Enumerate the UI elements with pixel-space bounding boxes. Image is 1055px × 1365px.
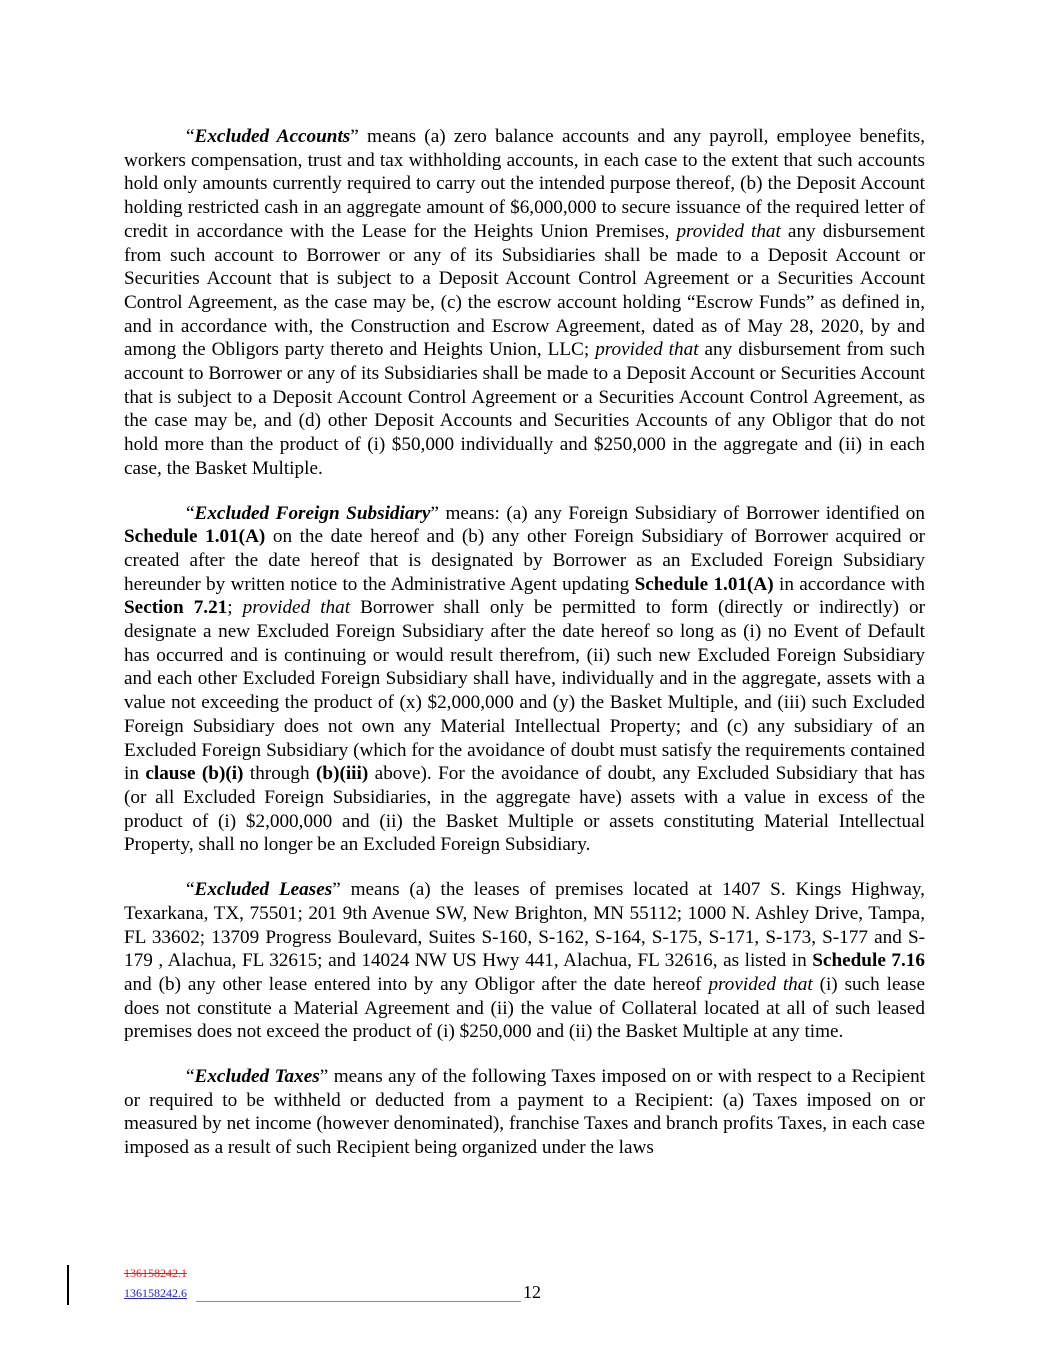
definition-text: means (a) the leases of premises located at 1407 S. Kings Highway, Texarkana, TX, 75501; 201 9th Avenue SW, New Brighton, MN 55112; 1000 N. Ashley Drive, Tampa, FL 33602; 13709 Progress Boulevard, Suites S-160, S-162, S-164, S-175, S-171, S-173, S-177 and S-179 , Alachua, FL 32615; and 14024 NW US Hwy 441, Alachua, FL 32616, as listed in (124, 879, 925, 972)
definition-text: in accordance with (773, 573, 926, 595)
definition-text: Borrower shall only be permitted to form (directly or indirectly) or designate a new Excluded Foreign Subsidiary after the date hereof so long as (i) no Event of Default has occurred and is continuing or would result therefrom, (ii) such new Excluded Foreign Subsidiary and each other Excluded Foreign Subsidiary shall have, individually and in the aggregate, assets with a value not exceeding the product of (x) $2,000,000 and (y) the Basket Multiple, and (iii) such Excluded Foreign Subsidiary does not own any Material Intellectual Property; and (c) any subsidiary of an Excluded Foreign Subsidiary (which for the avoidance of doubt must satisfy the requirements contained in (124, 597, 925, 785)
definition-text: means any of the following Taxes imposed on or with respect to a Recipient or required to be withheld or deducted from a payment to a Recipient: (a) Taxes imposed on or measured by net income (however denominated), franchise Taxes and branch profits Taxes, in each case imposed as a result of such Recipient being organized under the laws (124, 1066, 925, 1159)
definition-text: through (243, 763, 317, 785)
definition-excluded-taxes (124, 1065, 925, 1160)
definition-text: ; (227, 597, 243, 619)
proviso-italic: provided that (676, 220, 781, 242)
proviso-italic: provided that (708, 973, 813, 995)
schedule-reference: Schedule 1.01(A) (124, 526, 266, 548)
page-footer (0, 1262, 1055, 1312)
close-quote: ” (430, 502, 439, 524)
section-reference: Section 7.21 (124, 597, 228, 619)
defined-term: Excluded Taxes (194, 1066, 320, 1088)
definition-text: above). For the avoidance of doubt, any Excluded Subsidiary that has (or all Excluded Foreign Subsidiaries, in the aggregate have) assets with a value in excess of the product of (i) $2,000,000 and (ii) the Basket Multiple or assets constituting Material Intellectual Property, shall no longer be an Excluded Foreign Subsidiary. (124, 763, 925, 856)
definition-text: means: (a) any Foreign Subsidiary of Borrower identified on (438, 502, 925, 524)
definition-excluded-foreign-subsidiary (124, 502, 925, 858)
open-quote: “ (186, 502, 195, 524)
inserted-document-id: 136158242.6 (124, 1286, 187, 1300)
close-quote: ” (319, 1066, 329, 1088)
clause-reference: (b)(iii) (316, 763, 369, 785)
definition-excluded-accounts (124, 125, 925, 481)
open-quote: “ (186, 1066, 195, 1088)
proviso-italic: provided that (242, 597, 351, 619)
open-quote: “ (186, 879, 195, 901)
definition-text: (i) such lease does not constitute a Material Agreement and (ii) the value of Collateral located at all of such leased premises does not exceed the product of (i) $250,000 and (ii) the Basket Multiple at any time. (124, 973, 925, 1043)
close-quote: ” (350, 126, 359, 147)
definition-text: any disbursement from such account to Borrower or any of its Subsidiaries shall be made to a Deposit Account or Securities Account that is subject to a Deposit Account Control Agreement or a Securities Account Control Agreement, as the case may be, and (d) other Deposit Accounts and Securities Accounts of any Obligor that do not hold more than the product of (i) $50,000 individually and $250,000 in the aggregate and (ii) in each case, the Basket Multiple. (124, 339, 925, 479)
defined-term: Excluded Foreign Subsidiary (194, 502, 431, 524)
page-number: 12 (523, 1282, 541, 1302)
open-quote: “ (186, 126, 195, 147)
definition-text: means (a) zero balance accounts and any payroll, employee benefits, workers compensation, trust and tax withholding accounts, in each case to the extent that such accounts hold only amounts currently required to carry out the intended purpose thereof, (b) the Deposit Account holding restricted cash in an aggregate amount of $6,000,000 to secure issuance of the required letter of credit in accordance with the Lease for the Heights Union Premises, (124, 126, 925, 242)
close-quote: ” (332, 879, 341, 901)
revision-change-bar (67, 1265, 69, 1305)
defined-term: Excluded Accounts (194, 126, 351, 147)
proviso-italic: provided that (595, 339, 699, 361)
definition-excluded-leases (124, 878, 925, 1044)
deleted-document-id: 136158242.1 (124, 1266, 187, 1280)
definition-text: on the date hereof and (b) any other Foreign Subsidiary of Borrower acquired or created after the date hereof that is designated by Borrower as an Excluded Foreign Subsidiary hereunder by written notice to the Administrative Agent updating (124, 526, 926, 595)
schedule-reference: Schedule 1.01(A) (634, 573, 774, 595)
definition-text: any disbursement from such account to Borrower or any of its Subsidiaries shall be made to a Deposit Account or Securities Account that is subject to a Deposit Account Control Agreement or a Securities Account Control Agreement, as the case may be, (c) the escrow account holding “Escrow Funds” as defined in, and in accordance with, the Construction and Escrow Agreement, dated as of May 28, 2020, by and among the Obligors party thereto and Heights Union, LLC; (124, 220, 926, 361)
clause-reference: clause (b)(i) (145, 763, 244, 785)
definition-text: and (b) any other lease entered into by any Obligor after the date hereof (124, 973, 709, 995)
defined-term: Excluded Leases (194, 879, 333, 901)
document-body (124, 125, 925, 1181)
schedule-reference: Schedule 7.16 (812, 950, 925, 972)
inserted-underline-rule (196, 1301, 521, 1302)
